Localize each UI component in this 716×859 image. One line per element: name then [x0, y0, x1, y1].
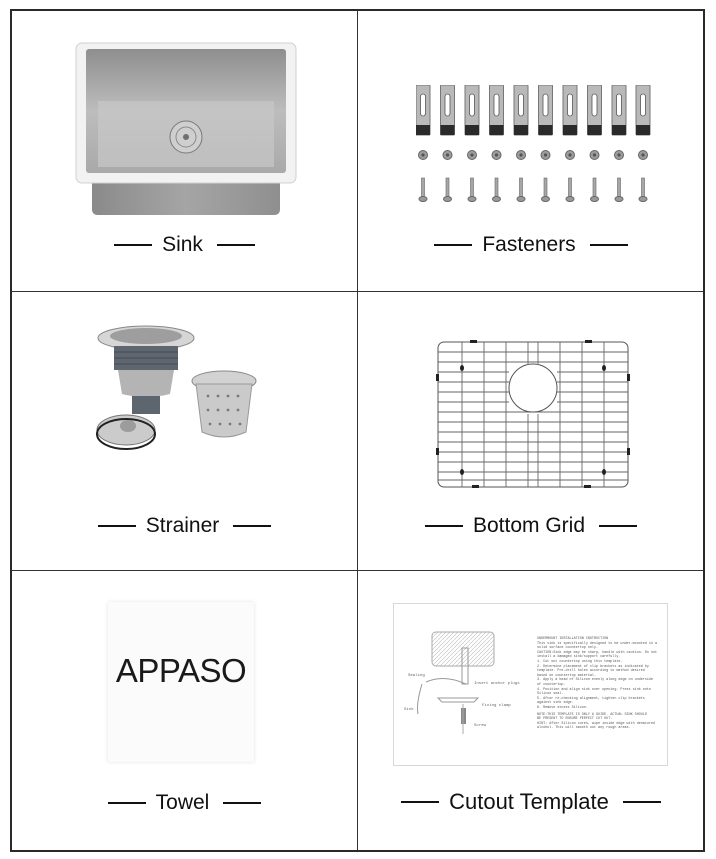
caption: [358, 514, 704, 538]
instruction-line: 1. Cut out countertop using this template.: [537, 659, 623, 664]
instruction-line: 6. Remove excess Silicon.: [537, 705, 588, 710]
cutout-template-icon: [393, 603, 668, 766]
instruction-line: BE PRESENT TO ENSURE PERFECT CUT OUT.: [537, 717, 613, 722]
callout-screw: Screw: [474, 724, 487, 728]
instruction-line: 4. Position and align sink over opening. Press sink onto: [537, 687, 651, 692]
dash-right: [233, 525, 271, 527]
callout-sealing: Sealing: [408, 674, 425, 678]
dash-right: [223, 802, 261, 804]
item-label: Sink: [162, 233, 203, 256]
instruction-line: NOTE:THIS TEMPLATE IS ONLY A GUIDE. ACTUAL SINK SHOULD: [537, 712, 647, 717]
dash-left: [114, 244, 152, 246]
instruction-line: of countertop.: [537, 682, 566, 687]
item-fasteners: [358, 11, 704, 291]
bottom-grid-icon: [436, 340, 630, 490]
item-label: Towel: [155, 791, 210, 814]
item-sink: [12, 11, 357, 291]
item-towel: [12, 571, 357, 851]
fasteners-icon: [416, 85, 652, 215]
caption: [12, 233, 357, 257]
dash-left: [98, 525, 136, 527]
caption: [12, 791, 357, 815]
template-instructions: [537, 637, 668, 731]
dash-left: [108, 802, 146, 804]
caption: [12, 514, 357, 538]
dash-left: [401, 801, 439, 803]
item-label: Fasteners: [482, 233, 576, 256]
dash-right: [217, 244, 255, 246]
item-label: Bottom Grid: [472, 514, 586, 537]
instruction-line: HINT: After Silicon cures, wipe inside edge with denatured: [537, 721, 656, 726]
accessories-grid: [10, 9, 705, 852]
caption: [358, 789, 704, 815]
dash-left: [425, 525, 463, 527]
caption: [358, 233, 704, 257]
instruction-line: template. Pre-drill holes according to method desired: [537, 669, 645, 674]
item-bottom-grid: [358, 292, 704, 570]
sink-icon: [74, 41, 298, 217]
towel-icon: [108, 602, 254, 762]
callout-sink: Sink: [404, 708, 414, 712]
dash-left: [434, 244, 472, 246]
dash-right: [623, 801, 661, 803]
item-label: Cutout Template: [449, 789, 609, 814]
dash-right: [599, 525, 637, 527]
instruction-title: UNDERMOUNT INSTALLATION INSTRUCTION: [537, 637, 609, 641]
callout-fixing-clamp: Fixing clamp: [482, 704, 511, 708]
instruction-line: Silicon seal.: [537, 692, 564, 697]
instruction-line: based on countertop material.: [537, 673, 597, 678]
dash-right: [590, 244, 628, 246]
instruction-line: solid surface countertop only.: [537, 646, 599, 651]
item-cutout-template: [358, 571, 704, 851]
instruction-line: This sink is specifically designed to be under-mounted in a: [537, 641, 658, 646]
instruction-line: install a damaged sink/support carefully.: [537, 655, 621, 660]
instruction-line: CAUTION:Sink edge may be sharp, handle with caution. Do not: [537, 650, 658, 655]
instruction-line: against sink edge.: [537, 701, 574, 706]
item-strainer: [12, 292, 357, 570]
callout-anchor: Insert anchor plugs: [474, 682, 520, 686]
strainer-icon: [96, 314, 280, 474]
item-label: Strainer: [145, 514, 220, 537]
instruction-line: 2. Determine placement of clip brackets as indicated by: [537, 664, 649, 669]
instruction-line: 3. Apply a bead of Silicon evenly along edge on underside: [537, 678, 653, 683]
towel-brand: APPASO: [115, 652, 247, 689]
instruction-line: alcohol. This will smooth out any rough areas.: [537, 726, 631, 731]
instruction-line: 5. After re-checking alignment, tighten clip brackets: [537, 696, 645, 701]
